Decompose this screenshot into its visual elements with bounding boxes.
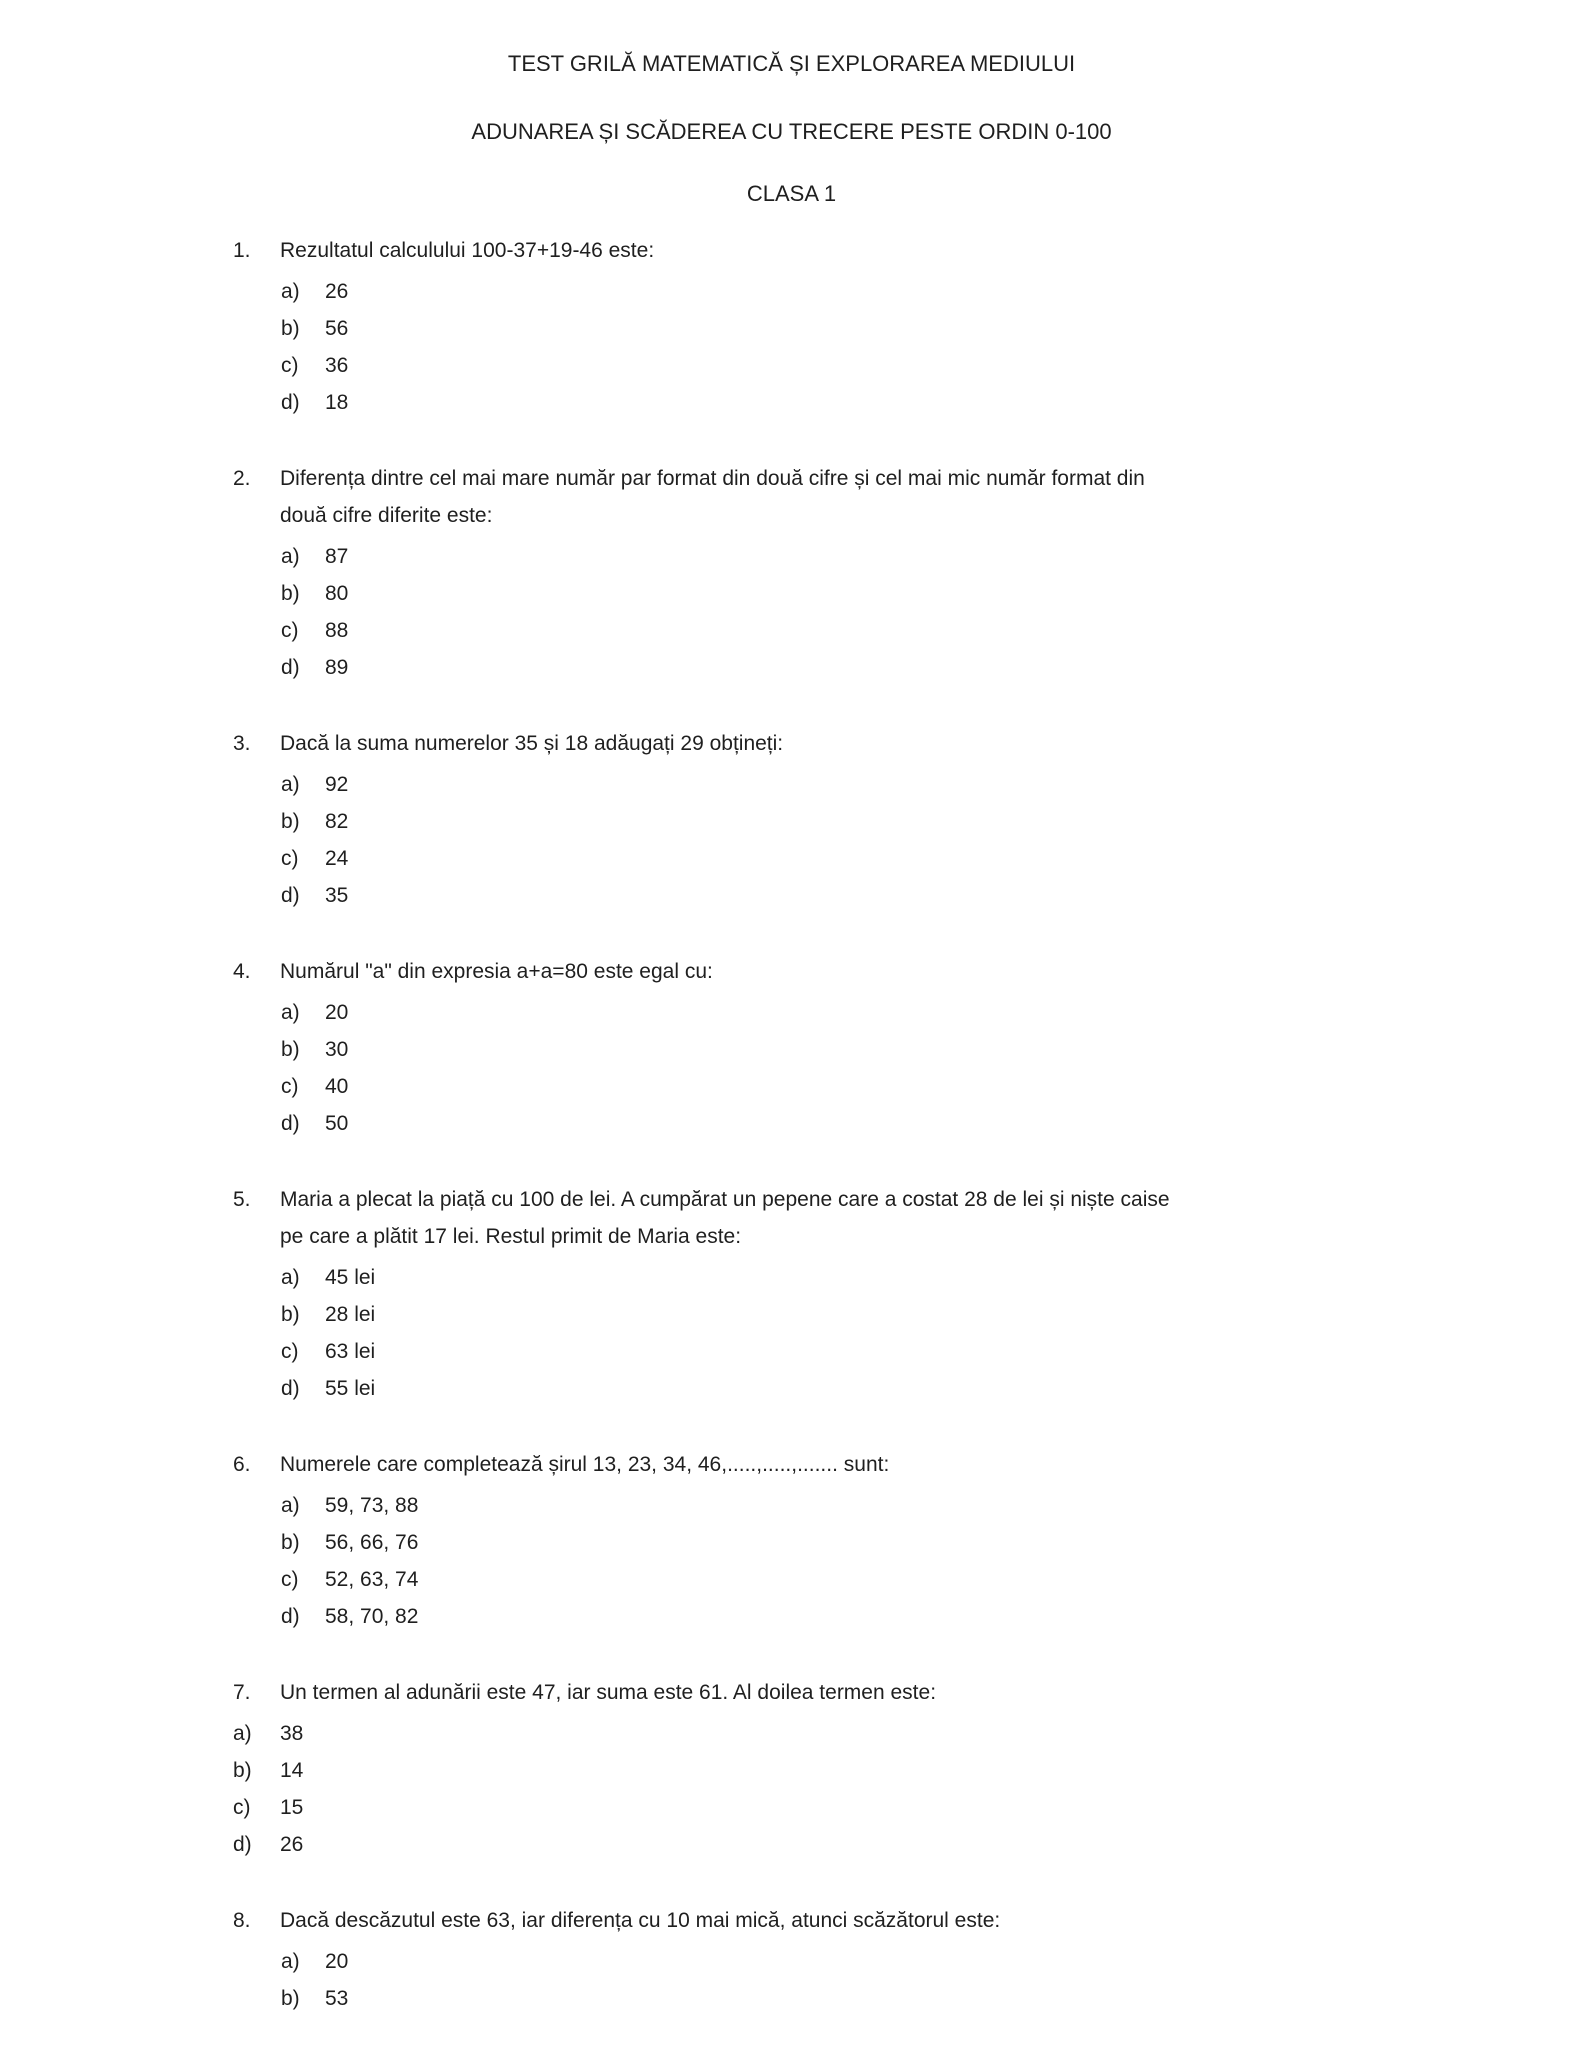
option-row <box>281 808 1583 836</box>
option-row <box>281 543 1583 571</box>
option-row <box>281 617 1583 645</box>
option-row <box>281 389 1583 417</box>
option-row <box>281 882 1583 910</box>
option-letter: b) <box>281 317 300 340</box>
option-value: 40 <box>325 1075 349 1098</box>
option-letter: b) <box>233 1759 252 1782</box>
question-number: 3. <box>233 732 251 755</box>
question <box>0 1679 1583 1859</box>
question-text: Dacă descăzutul este 63, iar diferența cu 10 mai mică, atunci scăzătorul este: <box>280 1909 1001 1932</box>
option-letter: a) <box>281 280 300 303</box>
number-column-spacer <box>233 1223 280 1251</box>
option-letter: c) <box>281 1568 299 1591</box>
question-first-line <box>233 1679 1583 1707</box>
option-value: 30 <box>325 1038 349 1061</box>
option-letter: b) <box>281 1038 300 1061</box>
option-row <box>281 1529 1583 1557</box>
option-row <box>281 1301 1583 1329</box>
option-letter: a) <box>281 1950 300 1973</box>
option-value: 15 <box>280 1796 304 1819</box>
option-letter: d) <box>233 1833 252 1856</box>
option-value: 24 <box>325 847 349 870</box>
option-row <box>233 1720 1583 1748</box>
question-continuation-line <box>233 1223 1583 1251</box>
question <box>0 730 1583 910</box>
option-row <box>281 845 1583 873</box>
option-value: 82 <box>325 810 349 833</box>
question-text: Maria a plecat la piață cu 100 de lei. A cumpărat un pepene care a costat 28 de lei și niște caise <box>280 1188 1170 1211</box>
option-letter: d) <box>281 1605 300 1628</box>
question-number: 4. <box>233 960 251 983</box>
option-value: 26 <box>325 280 349 303</box>
option-row <box>281 1603 1583 1631</box>
question <box>0 237 1583 417</box>
option-letter: b) <box>281 810 300 833</box>
option-letter: d) <box>281 391 300 414</box>
option-row <box>281 1985 1583 2013</box>
question-text: Numerele care completează șirul 13, 23, 34, 46,.....,.....,....... sunt: <box>280 1453 890 1476</box>
option-letter: c) <box>281 1075 299 1098</box>
option-value: 80 <box>325 582 349 605</box>
option-row <box>281 1110 1583 1138</box>
option-value: 56 <box>325 317 349 340</box>
option-letter: b) <box>281 1987 300 2010</box>
option-letter: c) <box>281 619 299 642</box>
option-row <box>281 1948 1583 1976</box>
option-letter: b) <box>281 582 300 605</box>
option-letter: a) <box>233 1722 252 1745</box>
question-text: pe care a plătit 17 lei. Restul primit de Maria este: <box>280 1225 742 1248</box>
option-value: 28 lei <box>325 1303 376 1326</box>
question-first-line <box>233 730 1583 758</box>
grade-label: CLASA 1 <box>746 181 837 206</box>
question-text: Dacă la suma numerelor 35 și 18 adăugați 29 obțineți: <box>280 732 784 755</box>
question <box>0 958 1583 1138</box>
question-text: Numărul "a" din expresia a+a=80 este egal cu: <box>280 960 713 983</box>
option-row <box>281 278 1583 306</box>
option-value: 56, 66, 76 <box>325 1531 419 1554</box>
question-number: 7. <box>233 1681 251 1704</box>
option-letter: b) <box>281 1303 300 1326</box>
question <box>0 1907 1583 2013</box>
option-value: 18 <box>325 391 349 414</box>
option-value: 14 <box>280 1759 304 1782</box>
option-value: 53 <box>325 1987 349 2010</box>
option-letter: a) <box>281 1266 300 1289</box>
option-row <box>233 1757 1583 1785</box>
option-row <box>281 1036 1583 1064</box>
option-value: 35 <box>325 884 349 907</box>
question-number: 2. <box>233 467 251 490</box>
option-letter: d) <box>281 884 300 907</box>
option-letter: a) <box>281 1001 300 1024</box>
question-first-line <box>233 1907 1583 1935</box>
option-value: 36 <box>325 354 349 377</box>
option-letter: d) <box>281 656 300 679</box>
option-value: 88 <box>325 619 349 642</box>
option-letter: d) <box>281 1112 300 1135</box>
option-row <box>281 1264 1583 1292</box>
option-row <box>281 1338 1583 1366</box>
question-text: Rezultatul calculului 100-37+19-46 este: <box>280 239 655 262</box>
option-row <box>281 352 1583 380</box>
question-first-line <box>233 465 1583 493</box>
number-column-spacer <box>233 502 280 530</box>
option-letter: a) <box>281 1494 300 1517</box>
question <box>0 1451 1583 1631</box>
option-row <box>281 1492 1583 1520</box>
question-first-line <box>233 1186 1583 1214</box>
option-value: 87 <box>325 545 349 568</box>
question-number: 6. <box>233 1453 251 1476</box>
option-value: 52, 63, 74 <box>325 1568 419 1591</box>
option-value: 58, 70, 82 <box>325 1605 419 1628</box>
question-first-line <box>233 237 1583 265</box>
option-row <box>281 315 1583 343</box>
option-letter: a) <box>281 545 300 568</box>
option-value: 20 <box>325 1001 349 1024</box>
option-letter: b) <box>281 1531 300 1554</box>
option-letter: c) <box>281 354 299 377</box>
option-value: 20 <box>325 1950 349 1973</box>
option-row <box>281 654 1583 682</box>
option-letter: c) <box>281 847 299 870</box>
question <box>0 1186 1583 1403</box>
question-text: două cifre diferite este: <box>280 504 493 527</box>
option-row <box>281 1073 1583 1101</box>
option-row <box>281 1375 1583 1403</box>
question-continuation-line <box>233 502 1583 530</box>
option-value: 45 lei <box>325 1266 376 1289</box>
page-subtitle: ADUNAREA ȘI SCĂDEREA CU TRECERE PESTE ORDIN 0-100 <box>471 119 1112 144</box>
option-row <box>233 1794 1583 1822</box>
option-row <box>281 999 1583 1027</box>
option-value: 38 <box>280 1722 304 1745</box>
option-letter: a) <box>281 773 300 796</box>
option-row <box>281 580 1583 608</box>
option-value: 59, 73, 88 <box>325 1494 419 1517</box>
question-first-line <box>233 958 1583 986</box>
question-number: 5. <box>233 1188 251 1211</box>
question-text: Un termen al adunării este 47, iar suma este 61. Al doilea termen este: <box>280 1681 937 1704</box>
option-letter: d) <box>281 1377 300 1400</box>
question-text: Diferența dintre cel mai mare număr par format din două cifre și cel mai mic număr format din <box>280 467 1145 490</box>
question-list <box>0 237 1583 2013</box>
option-letter: c) <box>233 1796 251 1819</box>
option-value: 55 lei <box>325 1377 376 1400</box>
option-value: 92 <box>325 773 349 796</box>
option-value: 50 <box>325 1112 349 1135</box>
question <box>0 465 1583 682</box>
option-value: 26 <box>280 1833 304 1856</box>
page-title: TEST GRILĂ MATEMATICĂ ȘI EXPLORAREA MEDIULUI <box>507 51 1076 76</box>
question-first-line <box>233 1451 1583 1479</box>
option-value: 63 lei <box>325 1340 376 1363</box>
option-row <box>281 1566 1583 1594</box>
option-value: 89 <box>325 656 349 679</box>
option-row <box>233 1831 1583 1859</box>
question-number: 1. <box>233 239 251 262</box>
option-letter: c) <box>281 1340 299 1363</box>
option-row <box>281 771 1583 799</box>
question-number: 8. <box>233 1909 251 1932</box>
